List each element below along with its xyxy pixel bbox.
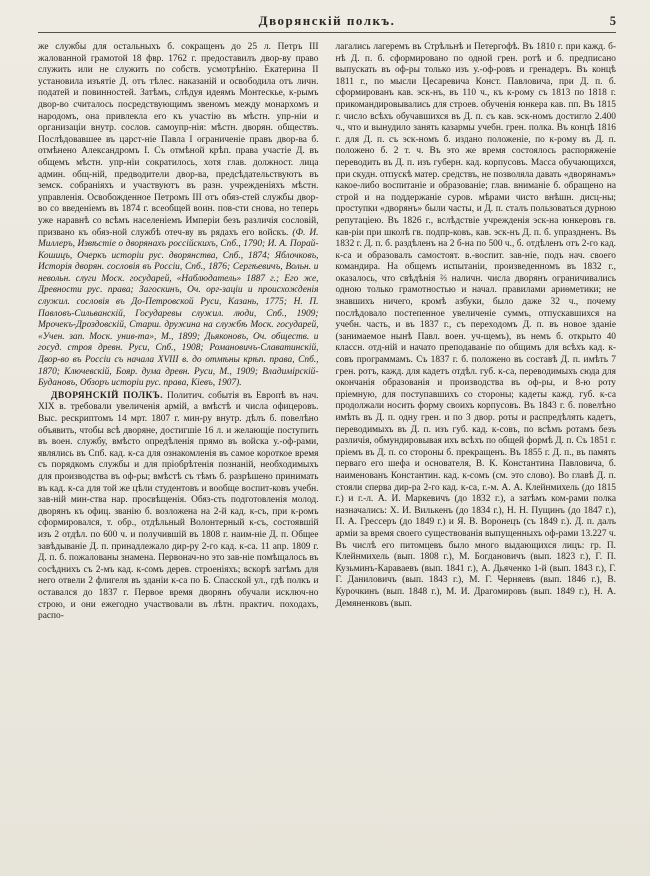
article-body-text: лагались лагеремъ въ Стрѣльнѣ и Петергофѣ. Въ 1810 г. при кажд. б-нѣ Д. п. б. сформировано по одной грен. ротѣ и б. предписано выпускать въ оф-ры только изъ у.-оф-ровъ и гренадеръ. Въ концѣ 1811 г., по мысли Цесаревича Конст. Павловича, при Д. п. б. сформированъ кав. эск-нъ, въ 110 ч., къ к-рому съ 1813 по 1818 г. прикомандировывались для строев. обученія юнкера кав. пп. Въ 1815 г. число всѣхъ обучавшихся въ Д. п. съ кав. эск-номъ достигло 2.400 ч., что и вынудило занять казармы учебн. грен. полка. Въ концѣ 1816 г. для Д. п. съ эск-номъ б. издано положеніе, по к-рому въ Д. п. положено б. 2 т. ч. Въ это же время состоялось распоряженіе переводить въ Д. п. изъ губерн. кад. корпусовъ. Масса обучающихся, при скудн. отпускѣ матер. средствъ, не позволяла давать «дворянамъ» какое-либо воспитаніе и образованіе; глав. вниманіе б. обращено на строй и на поддержаніе суров. мѣрами чисто внѣшн. дисц-ны; проступки «дворянъ» были часты, и Д. п. сталъ пользоваться дурною репутаціею. Въ 1826 г., вслѣдствіе учрежденія эск-на юнкеровъ гв. кав-ріи при школѣ гв. подпр-ковъ, кав. эск-нъ Д. п. б. упраздненъ. Въ 1832 г. Д. п. б. раздѣленъ на 2 б-на по 500 ч., б. отдѣленъ отъ 2-го кад. к-са и образовалъ самостоят. в.-воспит. зав-ніе, подъ нач. своего командира. На общемъ испытаніи, произведенномъ въ 1832 г., оказалось, что свѣдѣнія ⅔ наличн. числа дворянъ ограничивались одною только грамотностью и начал. правилами ариѳметики; не знавшихъ ничего, кромѣ азбуки, было даже 32 ч., почему послѣдовало постепенное увеличеніе суммъ, отпускавшихся на учебн. часть, и въ 1837 г., съ переходомъ Д. п. въ новое зданіе (занимаемое нынѣ Павл. воен. уч-щемъ), въ немъ б. открыто 40 классн. отд-ній и начато преподаваніе по общимъ для всѣхъ кад. к-совъ программамъ. Съ 1837 г. б. положено въ составѣ Д. п. имѣть 7 грен. ротъ, кажд. для кадетъ отдѣл. губ. к-са, переводимыхъ сюда для окончанія образованія и производства въ оф-ры, и 8-ю роту пріемную, для поступавшихъ со стороны; кадеты кажд. губ. к-са продолжали носить форму своихъ корпусовъ. Въ 1843 г. б. повелѣно имѣть въ Д. п. одну грен. и по 3 двор. роты и распредѣлять кадетъ, переводимыхъ въ Д. п. изъ губ. кад. к-совъ, по всѣмъ ротамъ безъ различія, обмундировывая ихъ всѣхъ по общей формѣ Д. п. Съ 1851 г. пріемъ въ Д. п. со стороны б. прекращенъ. Въ 1855 г. Д. п., въ память перваго его шефа и основателя, В. К. Константина Павловича, б. наименованъ Константин. кад. к-сомъ (см. это слово). Во главѣ Д. п. стояли сперва дир-ра 2-го кад. к-са, г.-м. А. А. Клейнмихель (до 1815 г.) и г.-л. А. И. Маркевичъ (до 1832 г.), а затѣмъ ком-рами полка назначались: Х. И. Вилькенъ (до 1834 г.), Н. Н. Пущинъ (до 1847 г.), П. А. Грессеръ (до 1849 г.) и Я. В. Воронецъ (съ 1849 г.). Д. п. далъ арміи за время своего существованія выпущенныхъ оф-рами 13.227 ч. Въ числѣ его питомцевъ было много выдающихся лицъ: гр. П. Клейнмихель (вып. 1808 г.), М. Богдановичъ (вып. 1823 г.), Г. П. Кузьминъ-Караваевъ (вып. 1841 г.), А. Дьяченко 1-й (вып. 1843 г.), Г. Г. Даниловичъ (вып. 1843 г.), М. Г. Черняевъ (вып. 1846 г.), В. Курочкинъ (вып. 1848 г.), М. И. Драгомировъ (вып. 1849 г.), Н. А. Демяненковъ (вып. [335, 42, 616, 609]
running-title: Дворянскій полкъ. [258, 13, 396, 28]
paragraph-continuation [336, 42, 617, 610]
page-number: 5 [609, 14, 616, 28]
header-rule [38, 32, 616, 33]
right-column [336, 42, 617, 848]
paragraph-continuation [38, 42, 319, 390]
article-body-text: же службы для остальныхъ б. сокращенъ до 25 л. Петръ III жалованной грамотой 18 фвр. 1762 г. предоставилъ двор-ву право служить или не служить по собств. усмотрѣнію. Екатерина II установила изъятіе Д. отъ тѣлес. наказаній и освободила отъ личн. податей и повинностей. Затѣмъ, слѣдуя идеямъ Монтескье, к-рымъ двор-во считалось посредствующимъ звеномъ между монархомъ и народомъ, она привлекла его къ участію въ мѣстн. упр-ніи и организаціи внутр. сослов. самоупр-нія: мѣстн. дворян. обществъ. Послѣдовавшее въ царст-ніе Павла I ограниченіе правъ двор-ва б. отмѣнено Александромъ I. Съ отмѣной крѣп. права участіе Д. въ общемъ мѣстн. упр-ніи сократилось, хотя глав. должност. лица админ. общ-ній, предводители двор-ва, предсѣдательствуютъ въ земск. собраніяхъ и участвуютъ въ разн. учрежденіяхъ мѣстн. управленія. Освобожденное Петромъ III отъ обяз-стей службы двор-во со введеніемъ въ 1874 г. всеобщей воин. пов-сти снова, но теперь уже наравнѣ со всѣмъ населеніемъ Имперіи безъ различія сословій, призвано къ обяз-ной службѣ отеч-ву въ рядахъ его войскъ. [38, 42, 319, 238]
left-column [38, 42, 319, 848]
entry-body-text: Политич. событія въ Европѣ въ нач. XIX в. требовали увеличенія армій, а вмѣстѣ и числа офицеровъ. Выс. рескриптомъ 14 мрт. 1807 г. мин-ру внутр. дѣлъ б. повелѣно объявить, чтобы всѣ дворяне, достигшіе 16 л. и желающіе поступить въ воен. службу, вмѣсто опредѣленія прямо въ войска у.-оф-рами, являлись въ Спб. кад. к-са для ознакомленія въ самое короткое время съ порядкомъ службы и для пріобрѣтенія познаній, необходимыхъ для производства въ оф-ры; вмѣстѣ съ тѣмъ б. разрѣшено принимать въ кад. к-са для той же цѣли студентовъ и вообще воспит-ковъ учебн. зав-ній мин-ства нар. просвѣщенія. Обяз-сть подготовленія молод. дворянъ къ офиц. званію б. возложена на 2-й кад. к-съ, при к-ромъ сформировался, т. обр., отдѣльный Волонтерный к-съ, состоявшій изъ 2 отдѣл. по 600 ч. и получившій въ 1808 г. наим-ніе Д. п. Общее завѣдываніе Д. п. принадлежало дир-ру 2-го кад. к-са. 11 апр. 1809 г. Д. п. б. пожалованы знамена. Первонач-но это зав-ніе помѣщалось въ сосѣднихъ съ 2-мъ кад. к-сомъ дерев. строеніяхъ; вскорѣ затѣмъ для него отвели 2 флигеля въ зданіи к-са по Б. Спасской ул., гдѣ полкъ и оставался до 1837 г. Первое время дворянъ обучали исключ-но строю, и они ежегодно участвовали въ лѣтн. практич. походахъ, распо- [38, 390, 319, 622]
page-header [38, 13, 616, 30]
entry-paragraph [38, 391, 319, 623]
bibliography-text: (Ф. И. Миллеръ, Извѣстіе о дворянахъ россійскихъ, Спб., 1790; И. А. Порай-Кошицъ, Очеркъ исторіи рус. дворянства, Спб., 1874; Яблочковъ, Исторія дворян. сословія въ Россіи, Спб., 1876; Сергѣевичъ, Вольн. и невольн. слуги Моск. государей, «Наблюдатель» 1887 г.; Его же, Древности рус. права; Загоскинъ, Оч. орг-заціи и происхожденія служил. сословія въ До-Петровской Руси, Казань, 1775; Н. П. Павловъ-Сильванскій, Государевы служил. люди, Спб., 1909; Мрочекъ-Дроздовскій, Старш. дружина на службѣ Моск. государей, «Учен. зап. Моск. унив-та», М., 1899; Дьяконовъ, Оч. обществ. и госуд. строя древн. Руси, Спб., 1908; Романовичъ-Славатинскій, Двор-во въ Россіи съ начала XVIII в. до отмѣны крѣп. права, Спб., 1870; Ключевскій, Бояр. дума древн. Руси, М., 1909; Владимірскій-Будановъ, Обзоръ исторіи рус. права, Кіевъ, 1907). [38, 227, 319, 389]
text-columns [38, 42, 616, 848]
entry-title: ДВОРЯНСКІЙ ПОЛКЪ. [51, 390, 164, 401]
